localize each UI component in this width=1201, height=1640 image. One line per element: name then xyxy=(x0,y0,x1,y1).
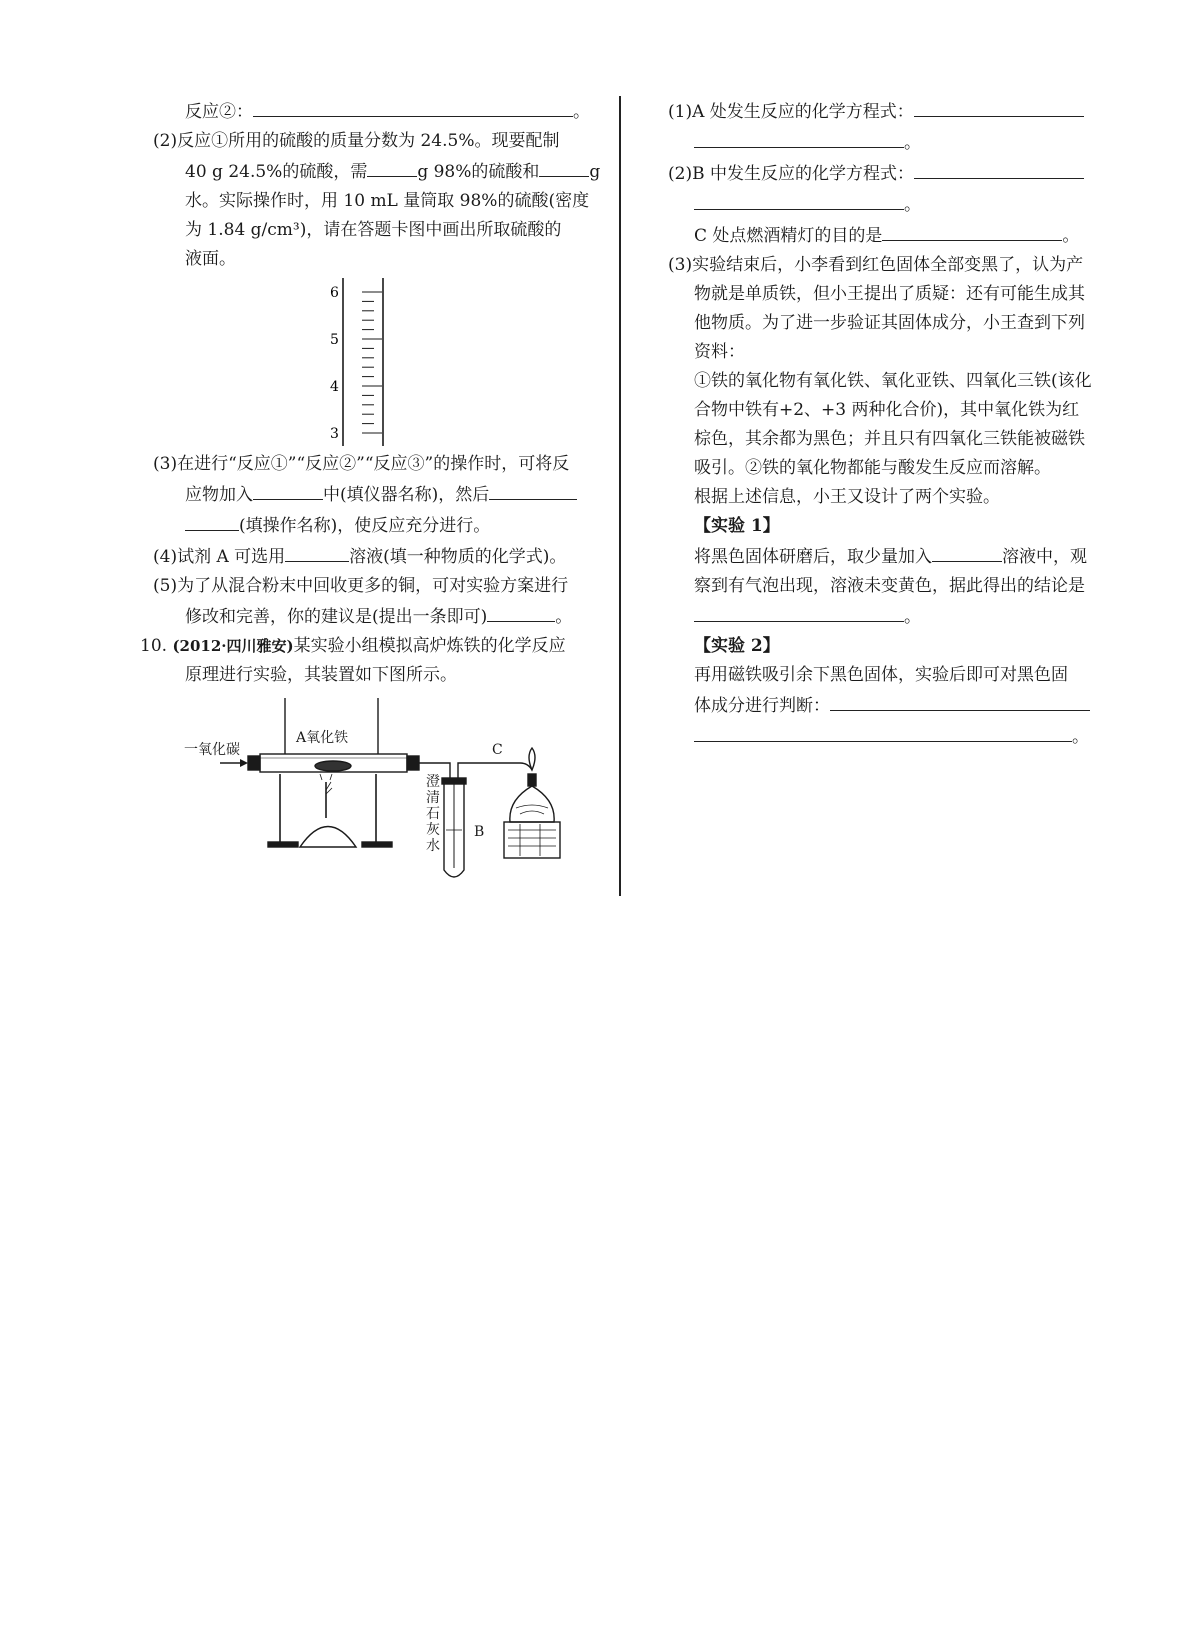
graduated-cylinder[interactable] xyxy=(140,274,620,450)
burner-base xyxy=(300,827,356,848)
tick-label-3: 3 xyxy=(330,426,339,442)
answer-blank[interactable] xyxy=(185,510,239,531)
right-q1-line2: 。 xyxy=(668,127,1116,158)
right-q3-line6: 合物中铁有+2、+3 两种化合价)，其中氧化铁为红 xyxy=(694,400,1080,420)
tick-label-5: 5 xyxy=(330,332,339,348)
answer-blank[interactable] xyxy=(694,721,1072,742)
right-q3-line4: 资料： xyxy=(694,342,745,362)
tick-label-4: 4 xyxy=(330,379,339,395)
right-q3-line8: 吸引。②铁的氧化物都能与酸发生反应而溶解。 xyxy=(694,458,1051,478)
lime-char-4: 灰 xyxy=(426,822,440,838)
answer-blank[interactable] xyxy=(882,220,1062,241)
experiment-1-line2: 察到有气泡出现，溶液未变黄色，据此得出的结论是 xyxy=(694,576,1085,596)
right-q3-line5: ①铁的氧化物有氧化铁、氧化亚铁、四氧化三铁(该化 xyxy=(694,371,1092,391)
lime-char-2: 清 xyxy=(426,790,440,806)
experiment-2-line1: 再用磁铁吸引余下黑色固体，实验后即可对黑色固 xyxy=(694,665,1068,685)
experiment-2-title: 【实验 2】 xyxy=(694,636,780,656)
tick-label-6: 6 xyxy=(330,285,339,301)
co-label: 一氧化碳 xyxy=(184,742,240,758)
lime-char-3: 石 xyxy=(426,806,440,822)
experiment-2-line3: 。 xyxy=(668,721,1116,752)
apparatus-diagram xyxy=(140,690,620,890)
right-q3-line7: 棕色，其余都为黑色；并且只有四氧化三铁能被磁铁 xyxy=(694,429,1085,449)
answer-blank[interactable] xyxy=(487,601,555,622)
c-label: C xyxy=(492,742,503,758)
question-2-line4: 为 1.84 g/cm³)，请在答题卡图中画出所取硫酸的 xyxy=(185,220,562,240)
answer-blank[interactable] xyxy=(285,541,349,562)
experiment-1-line3: 。 xyxy=(668,601,1116,632)
question-3-line1: (3)在进行“反应①”“反应②”“反应③”的操作时，可将反 xyxy=(153,454,570,474)
right-q3-line3: 他物质。为了进一步验证其固体成分，小王查到下列 xyxy=(694,313,1085,333)
lime-char-1: 澄 xyxy=(426,774,440,790)
alcohol-lamp xyxy=(510,786,554,822)
right-q3-line9: 根据上述信息，小王又设计了两个实验。 xyxy=(694,487,1000,507)
question-5-line1: (5)为了从混合粉末中回收更多的铜，可对实验方案进行 xyxy=(153,576,569,596)
answer-blank[interactable] xyxy=(367,156,417,177)
question-2-line3: 水。实际操作时，用 10 mL 量筒取 98%的硫酸(密度 xyxy=(185,191,590,211)
left-column xyxy=(140,96,620,890)
lamp-block xyxy=(504,822,560,858)
graduated-cylinder-figure xyxy=(140,274,620,450)
stopper-left xyxy=(248,756,260,770)
right-q3-line1: (3)实验结束后，小李看到红色固体全部变黑了，认为产 xyxy=(668,255,1084,275)
question-2-line5: 液面。 xyxy=(185,249,236,269)
answer-blank[interactable] xyxy=(694,189,904,210)
answer-blank[interactable] xyxy=(830,690,1090,711)
right-q2-line2: 。 xyxy=(668,189,1116,220)
experiment-2-line2: 体成分进行判断： xyxy=(668,690,1116,721)
exhaust-tube xyxy=(458,763,532,778)
answer-blank[interactable] xyxy=(539,156,589,177)
test-tube-stopper xyxy=(442,778,466,784)
experiment-1-title: 【实验 1】 xyxy=(694,516,780,536)
question-3-line3: (填操作名称)，使反应充分进行。 xyxy=(140,510,620,541)
right-column xyxy=(668,96,1116,752)
b-label: B xyxy=(474,824,485,840)
question-2-line1: (2)反应①所用的硫酸的质量分数为 24.5%。现要配制 xyxy=(153,131,560,151)
answer-blank[interactable] xyxy=(914,158,1084,179)
iron-oxide-powder xyxy=(315,761,351,771)
right-q3-line2: 物就是单质铁，但小王提出了质疑：还有可能生成其 xyxy=(694,284,1085,304)
question-10-line2: 原理进行实验，其装置如下图所示。 xyxy=(185,665,457,685)
right-q2-line1: (2)B 中发生反应的化学方程式： xyxy=(668,158,1116,189)
question-10-line1: 10. (2012·四川雅安)某实验小组模拟高炉炼铁的化学反应 xyxy=(140,636,566,656)
stopper-right xyxy=(407,756,419,770)
stand-base-left xyxy=(268,842,298,847)
lime-char-5: 水 xyxy=(426,838,440,854)
question-4-line: (4)试剂 A 可选用 溶液(填一种物质的化学式)。 xyxy=(140,541,620,572)
answer-blank[interactable] xyxy=(489,479,577,500)
answer-blank[interactable] xyxy=(694,127,904,148)
right-q2-line3: C 处点燃酒精灯的目的是 。 xyxy=(668,220,1116,251)
question-3-line2: 应物加入 中(填仪器名称)，然后 xyxy=(140,479,620,510)
question-5-line2: 修改和完善，你的建议是(提出一条即可) 。 xyxy=(140,601,620,632)
answer-blank[interactable] xyxy=(253,479,323,500)
iron-oxide-label: A氧化铁 xyxy=(296,730,349,746)
answer-blank[interactable] xyxy=(694,601,904,622)
answer-blank[interactable] xyxy=(914,96,1084,117)
right-q1-line1: (1)A 处发生反应的化学方程式： xyxy=(668,96,1116,127)
apparatus-figure xyxy=(140,690,620,890)
reaction2-line: 反应②： 。 xyxy=(140,96,620,127)
answer-blank[interactable] xyxy=(253,96,573,117)
stand-base-right xyxy=(362,842,392,847)
answer-blank[interactable] xyxy=(932,541,1002,562)
experiment-1-line1: 将黑色固体研磨后，取少量加入 溶液中，观 xyxy=(668,541,1116,572)
question-2-line2: 40 g 24.5%的硫酸，需 g 98%的硫酸和 g xyxy=(140,156,620,187)
